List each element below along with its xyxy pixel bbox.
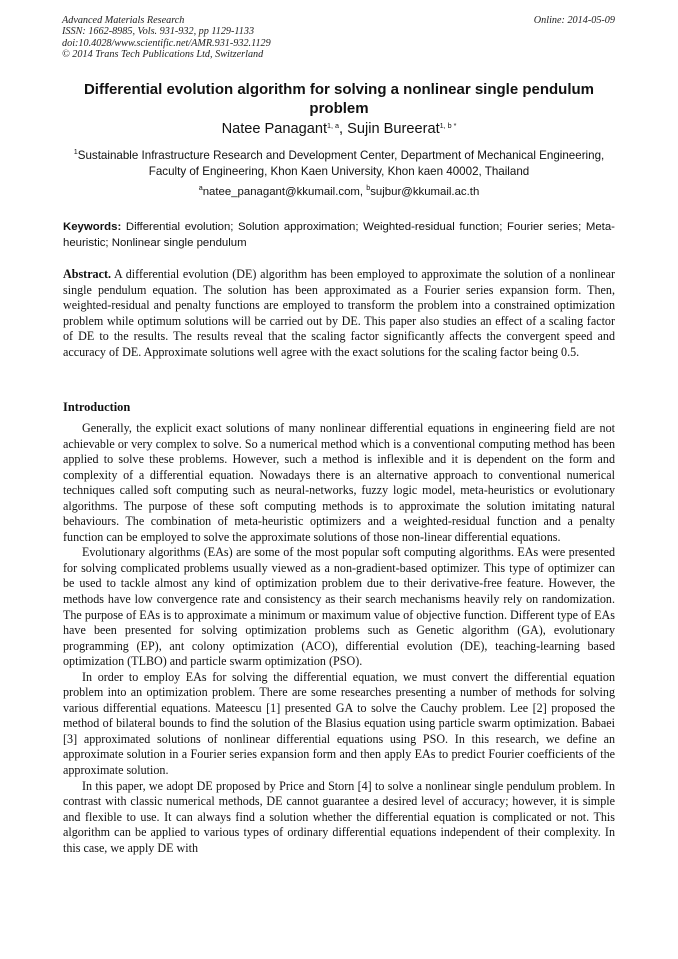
affiliation-text: Sustainable Infrastructure Research and Development Center, Department of Mechanical Engineering, Faculty of Engineering, Khon Kaen University, Khon kaen 40002, Thailand [77,149,605,178]
abstract-text: A differential evolution (DE) algorithm has been employed to approximate the solution of a nonlinear single pendulum equation. The solution has been approximated as a Fourier series expansion form. Then, weighted-residual and penalty functions are employed to transform the problem into a constrained optimization problem while optimum solutions will be carried out by DE. This paper also studies an effect of a scaling factor of DE to the results. The results reveal that the scaling factor significantly affects the convergent speed and accuracy of DE. Approximate solutions well agree with the exact solutions for the scaling factor being 0.5. [63,267,615,359]
copyright-line: © 2014 Trans Tech Publications Ltd, Switzerland [62,49,264,61]
section-heading: Introduction [63,400,131,414]
author-name: Natee Panagant [221,121,328,137]
journal-header [62,15,422,61]
paragraph: Evolutionary algorithms (EAs) are some of the most popular soft computing algorithms. EAs were presented for solving complicated problems usually viewed as a non-gradient-based optimizer. This type of optimizer can be used to tackle almost any kind of optimization problem due to their derivative-free feature. However, the methods have low convergence rate and consistency as their search mechanisms heavily rely on randomization. The purpose of EAs is to approximate a minimum or maximum value of objective function. Different type of EAs have been presented for solving optimization problems such as Genetic algorithm (GA), evolutionary programming (EP), ant colony optimization (ACO), differential evolution (DE), teaching-learning based optimization (TLBO) and particle swarm optimization (PSO). [63,545,615,669]
paragraph: Generally, the explicit exact solutions of many nonlinear differential equations in engineering field are not achievable or very complex to solve. So a numerical method which is a conventional computing method has been applied to solve these problems. However, such a method is inflexible and it is dependent on the form and complexity of a differential equation. Nowadays there is an alternative approach to conventional numerical techniques called soft computing such as neural-networks, fuzzy logic model, meta-heuristics or evolutionary algorithms. The purpose of these soft computing methods is to approximate the solution imitating natural behaviours. The combination of meta-heuristic optimizers and a weighted-residual function and a penalty function can be employed to solve the approximate solutions of those non-linear differential equations. [63,421,615,544]
keywords [63,220,615,251]
email-mark: a [198,183,203,192]
author-name: Sujin Bureerat [347,121,440,137]
paragraph: In order to employ EAs for solving the differential equation, we must convert the differential equation problem into an optimization problem. There are some researches presenting a number of methods for solving various differential equations. Mateescu [1] presented GA to solve the Cauchy problem. Lee [2] proposed the method of bilateral bounds to find the solution of the Blasius equation using particle swarm optimization. Babaei [3] approximated solutions of nonlinear differential equations using PSO. In this research, we define an approximate solution in a Fourier series expansion form and then apply EAs to predict Fourier coefficients of the approximate solution. [63,669,615,778]
keywords-label: Keywords: [63,221,122,233]
email-link[interactable]: natee_panagant@kkumail.com, [202,186,364,198]
author-line [60,120,618,138]
doi-line[interactable]: doi:10.4028/www.scientific.net/AMR.931-932.1129 [62,37,271,49]
paragraph: In this paper, we adopt DE proposed by Price and Storn [4] to solve a nonlinear single pendulum problem. In contrast with classic numerical methods, DE cannot guarantee a desired level of accuracy; however, it is simple and flexible to use. It can always find a solution whether the differential equation is complicated or not. This algorithm can be applied to various types of ordinary differential equations independent of their complexity. In this case, we apply DE with [63,778,615,855]
abstract [63,267,615,361]
affiliation-mark: 1 [73,147,78,156]
email-link[interactable]: sujbur@kkumail.ac.th [370,186,480,198]
keywords-text: Differential evolution; Solution approximation; Weighted-residual function; Fourier series; Meta-heuristic; Nonlinear single pendulum [63,221,615,249]
introduction-body [63,421,615,856]
abstract-label: Abstract. [63,267,112,281]
journal-name: Advanced Materials Research [62,15,185,26]
online-date: Online: 2014-05-09 [533,15,615,26]
paper-title: Differential evolution algorithm for solving a nonlinear single pendulum problem [83,81,595,117]
author-emails [60,185,618,200]
affiliation [70,148,608,180]
issn-line: ISSN: 1662-8985, Vols. 931-932, pp 1129-1133 [62,26,255,38]
author-separator: , [339,121,348,137]
author-affiliation-mark: 1, b * [439,121,457,130]
author-affiliation-mark: 1, a [327,121,340,130]
email-mark: b [366,183,371,192]
